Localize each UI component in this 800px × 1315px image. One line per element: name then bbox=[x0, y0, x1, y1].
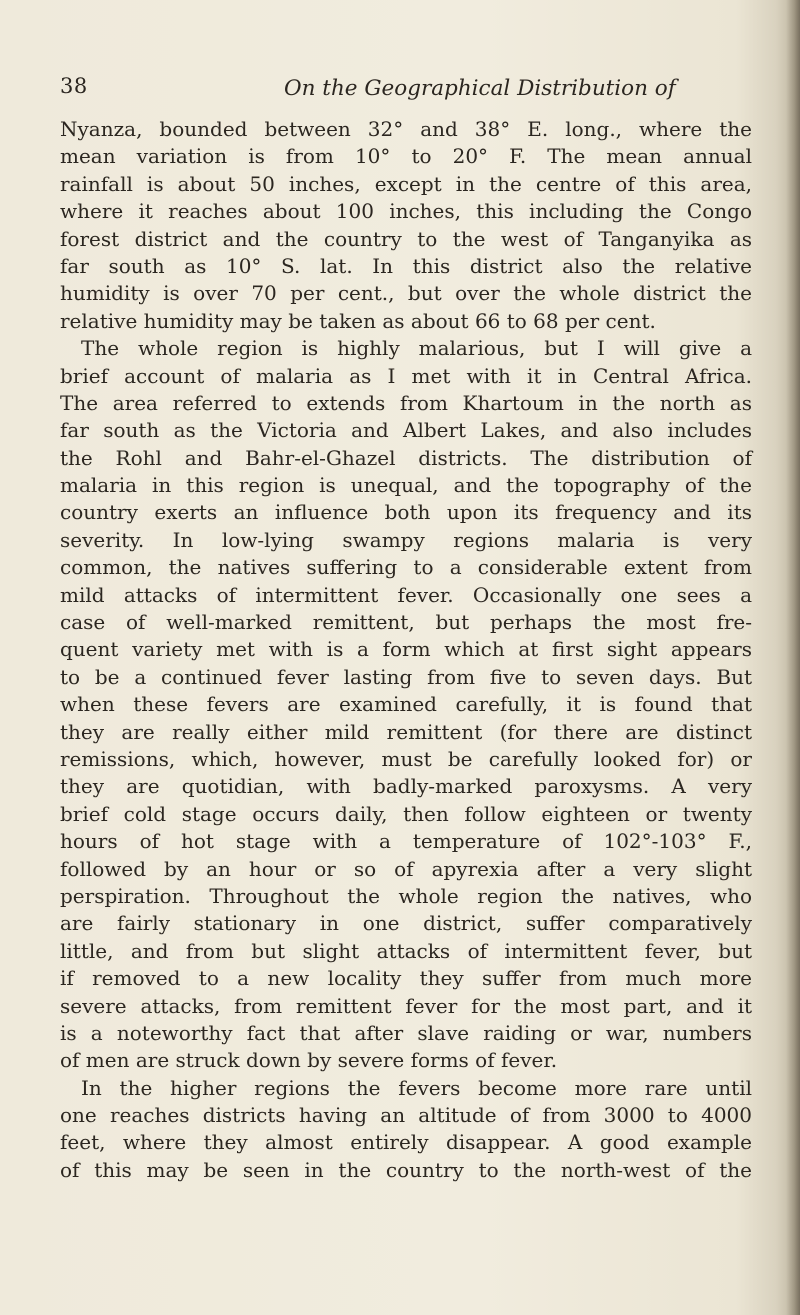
text-line: are fairly stationary in one district, suffer comparatively bbox=[60, 911, 752, 936]
text-line: perspiration. Throughout the whole region the natives, who bbox=[60, 883, 752, 908]
text-line: severe attacks, from remittent fever for the most part, and it bbox=[60, 993, 752, 1018]
text-line: case of well-marked remittent, but perhaps the most fre- bbox=[60, 610, 752, 635]
text-line: if removed to a new locality they suffer from much more bbox=[60, 966, 752, 991]
text-line: mean variation is from 10° to 20° F. The mean annual bbox=[60, 144, 752, 169]
page-edge-shadow bbox=[786, 0, 800, 1315]
text-line: country exerts an influence both upon its frequency and its bbox=[60, 500, 752, 525]
text-line: hours of hot stage with a temperature of 102°-103° F., bbox=[60, 829, 752, 854]
text-line: the Rohl and Bahr-el-Ghazel districts. The distribution of bbox=[60, 445, 752, 470]
text-line: rainfall is about 50 inches, except in the centre of this area, bbox=[60, 171, 752, 196]
text-line: malaria in this region is unequal, and the topography of the bbox=[60, 473, 752, 498]
text-line: of this may be seen in the country to the north-west of the bbox=[60, 1157, 752, 1182]
text-line: far south as 10° S. lat. In this district also the relative bbox=[60, 253, 752, 278]
text-line: they are quotidian, with badly-marked paroxysms. A very bbox=[60, 774, 752, 799]
text-line: where it reaches about 100 inches, this including the Congo bbox=[60, 199, 752, 224]
text-line: is a noteworthy fact that after slave raiding or war, numbers bbox=[60, 1020, 752, 1045]
text-line: of men are struck down by severe forms of fever. bbox=[60, 1048, 558, 1073]
running-head: On the Geographical Distribution of bbox=[284, 76, 676, 101]
text-line: when these fevers are examined carefully, it is found that bbox=[60, 692, 752, 717]
page-header bbox=[60, 74, 740, 110]
text-line: Nyanza, bounded between 32° and 38° E. long., where the bbox=[60, 117, 752, 141]
text-line: brief cold stage occurs daily, then follow eighteen or twenty bbox=[60, 801, 752, 826]
text-line: The area referred to extends from Khartoum in the north as bbox=[60, 390, 752, 415]
text-line: relative humidity may be taken as about 66 to 68 per cent. bbox=[60, 308, 656, 333]
text-line: they are really either mild remittent (for there are distinct bbox=[60, 719, 752, 744]
text-line: In the higher regions the fevers become more rare until bbox=[81, 1075, 752, 1100]
text-line: one reaches districts having an altitude of from 3000 to 4000 bbox=[60, 1103, 752, 1128]
text-line: common, the natives suffering to a considerable extent from bbox=[60, 555, 752, 580]
text-line: brief account of malaria as I met with it in Central Africa. bbox=[60, 363, 752, 388]
text-line: forest district and the country to the west of Tanganyika as bbox=[60, 226, 752, 251]
text-line: remissions, which, however, must be carefully looked for) or bbox=[60, 746, 752, 771]
text-line: mild attacks of intermittent fever. Occasionally one sees a bbox=[60, 582, 752, 607]
text-line: feet, where they almost entirely disappear. A good example bbox=[60, 1130, 752, 1155]
text-line: to be a continued fever lasting from five to seven days. But bbox=[60, 664, 752, 689]
text-line: followed by an hour or so of apyrexia after a very slight bbox=[60, 856, 752, 881]
text-line: little, and from but slight attacks of intermittent fever, but bbox=[60, 938, 752, 963]
text-line: The whole region is highly malarious, but I will give a bbox=[81, 336, 752, 361]
text-line: far south as the Victoria and Albert Lakes, and also includes bbox=[60, 418, 752, 443]
body-text bbox=[60, 116, 752, 1184]
text-line: severity. In low-lying swampy regions malaria is very bbox=[60, 527, 752, 552]
text-line: humidity is over 70 per cent., but over the whole district the bbox=[60, 281, 752, 306]
page-number: 38 bbox=[60, 74, 88, 98]
text-line: quent variety met with is a form which at first sight appears bbox=[60, 637, 752, 662]
